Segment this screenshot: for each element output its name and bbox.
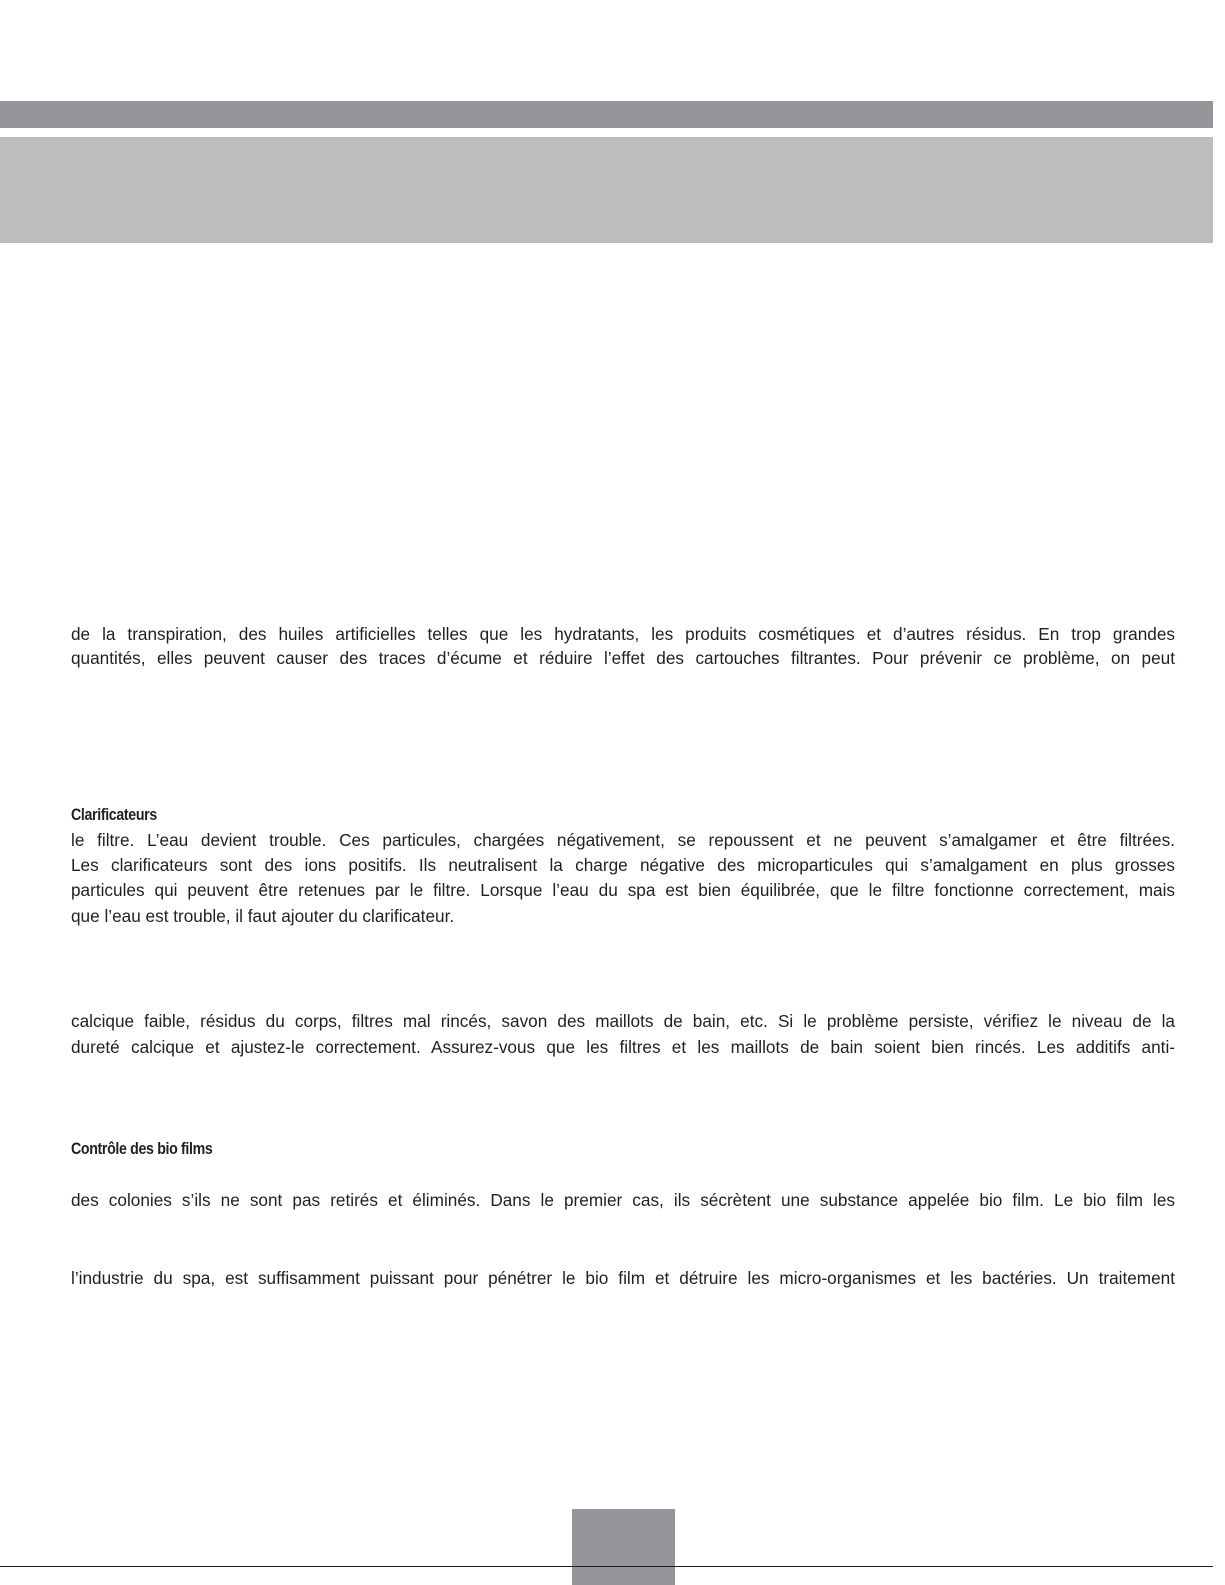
body-text-line: Les clarificateurs sont des ions positifs. Ils neutralisent la charge négative des microparticules qui s’amalgament en plus grosses [71, 855, 1175, 875]
body-text-line: quantités, elles peuvent causer des traces d’écume et réduire l’effet des cartouches filtrantes. Pour prévenir ce problème, on peut [71, 648, 1175, 668]
body-text-line: l’industrie du spa, est suffisamment puissant pour pénétrer le bio film et détruire les micro-organismes et les bactéries. Un traitement [71, 1268, 1175, 1288]
body-text-line: calcique faible, résidus du corps, filtres mal rincés, savon des maillots de bain, etc. Si le problème persiste, vérifiez le niveau de la [71, 1011, 1175, 1031]
page-number-tab [572, 1509, 675, 1585]
body-text-line: de la transpiration, des huiles artificielles telles que les hydratants, les produits cosmétiques et d’autres résidus. En trop grandes [71, 624, 1175, 644]
section-heading-bio-films: Contrôle des bio films [71, 1140, 213, 1158]
body-text-line: des colonies s’ils ne sont pas retirés et éliminés. Dans le premier cas, ils sécrètent une substance appelée bio film. Le bio film les [71, 1190, 1175, 1210]
header-band [0, 137, 1213, 243]
body-text-line: dureté calcique et ajustez-le correctement. Assurez-vous que les filtres et les maillots de bain soient bien rincés. Les additifs anti- [71, 1037, 1175, 1057]
body-text-line: particules qui peuvent être retenues par le filtre. Lorsque l’eau du spa est bien équilibrée, que le filtre fonctionne correctement, mais [71, 880, 1175, 900]
section-heading-clarificateurs: Clarificateurs [71, 806, 157, 824]
top-gray-band [0, 101, 1213, 128]
body-text-line: que l’eau est trouble, il faut ajouter du clarificateur. [71, 906, 455, 926]
bottom-rule [0, 1566, 1213, 1567]
body-text-line: le filtre. L’eau devient trouble. Ces particules, chargées négativement, se repoussent et ne peuvent s’amalgamer et être filtrées. [71, 830, 1175, 850]
